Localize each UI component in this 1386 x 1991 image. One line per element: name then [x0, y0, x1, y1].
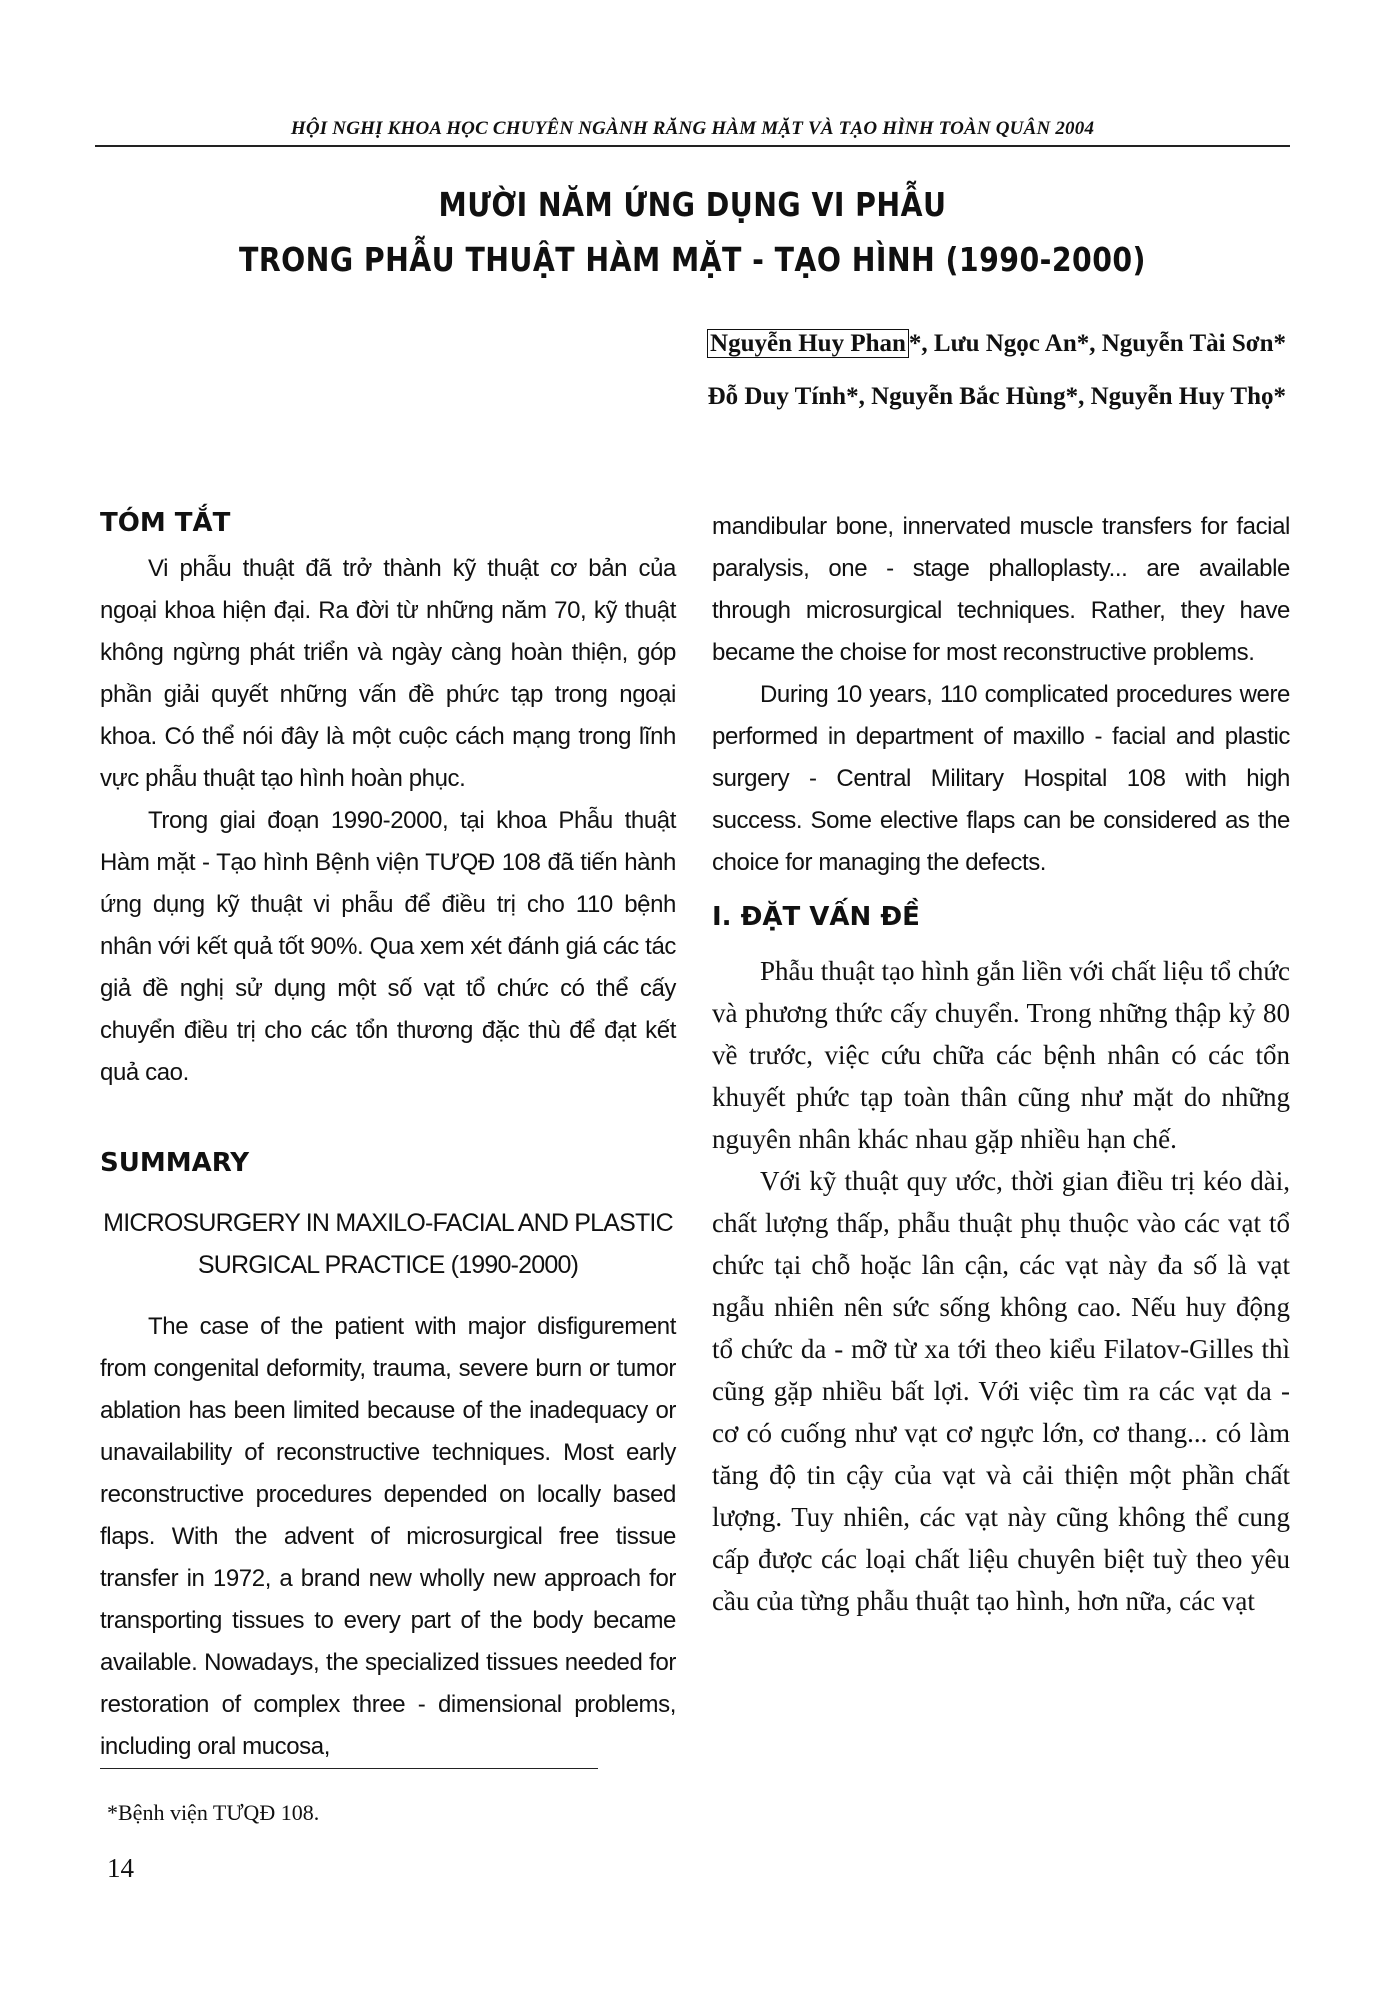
- boxed-author-name: Nguyễn Huy Phan: [707, 329, 909, 358]
- header-rule: [95, 145, 1290, 147]
- summary-paragraph-2: During 10 years, 110 complicated procedures were performed in department of maxillo - facial and plastic surgery - Central Military Hospital 108 with high success. Some elective flaps can be considered as the choice for managing the defects.: [712, 681, 1290, 876]
- page-number: 14: [107, 1853, 134, 1883]
- summary-heading: SUMMARY: [100, 1148, 250, 1178]
- authors-line-2: Đỗ Duy Tính*, Nguyễn Bắc Hùng*, Nguyễn Huy Thọ*: [707, 383, 1286, 410]
- tomtat-heading: TÓM TẮT: [100, 508, 231, 538]
- tomtat-paragraph-2: Trong giai đoạn 1990-2000, tại khoa Phẫu thuật Hàm mặt - Tạo hình Bệnh viện TƯQĐ 108 đã tiến hành ứng dụng kỹ thuật vi phẫu để điều trị cho 110 bệnh nhân với kết quả tốt 90%. Qua xem xét đánh giá các tác giả đề nghị sử dụng một số vạt tổ chức có thể cấy chuyển điều trị cho các tổn thương đặc thù để đạt kết quả cao.: [100, 807, 676, 1086]
- summary-body-left: [100, 1306, 676, 1768]
- authors-line-1: [707, 330, 1286, 358]
- summary-body-right: [712, 506, 1290, 884]
- footnote-rule: [100, 1768, 598, 1769]
- article-title-line-1: MƯỜI NĂM ỨNG DỤNG VI PHẪU: [438, 185, 947, 224]
- tomtat-paragraph-1: Vi phẫu thuật đã trở thành kỹ thuật cơ bản của ngoại khoa hiện đại. Ra đời từ những năm 70, kỹ thuật không ngừng phát triển và ngày càng hoàn thiện, góp phần giải quyết những vấn đề phức tạp trong ngoại khoa. Có thể nói đây là một cuộc cách mạng trong lĩnh vực phẫu thuật tạo hình hoàn phục.: [100, 555, 676, 792]
- article-title-line-2: TRONG PHẪU THUẬT HÀM MẶT - TẠO HÌNH (1990-2000): [239, 240, 1146, 279]
- summary-paragraph-1-continued: mandibular bone, innervated muscle transfers for facial paralysis, one - stage phalloplasty... are available through microsurgical techniques. Rather, they have became the choise for most reconstructive problems.: [712, 513, 1290, 666]
- section-1-heading: I. ĐẶT VẤN ĐỀ: [712, 902, 920, 932]
- section-1-body: [712, 950, 1290, 1622]
- authors-line-1-rest: *, Lưu Ngọc An*, Nguyễn Tài Sơn*: [908, 330, 1286, 357]
- section-1-paragraph-1: Phẫu thuật tạo hình gắn liền với chất liệu tổ chức và phương thức cấy chuyển. Trong những thập kỷ 80 về trước, việc cứu chữa các bệnh nhân có các tổn khuyết phức tạp toàn thân cũng như mặt do những nguyên nhân khác nhau gặp nhiều hạn chế.: [712, 956, 1290, 1154]
- summary-title-line-2: SURGICAL PRACTICE (1990-2000): [197, 1251, 579, 1279]
- summary-title-line-1: MICROSURGERY IN MAXILO-FACIAL AND PLASTIC: [103, 1209, 673, 1237]
- tomtat-body: [100, 548, 676, 1094]
- footnote: *Bệnh viện TƯQĐ 108.: [107, 1800, 320, 1825]
- summary-paragraph-1: The case of the patient with major disfigurement from congenital deformity, trauma, severe burn or tumor ablation has been limited because of the inadequacy or unavailability of reconstructive techniques. Most early reconstructive procedures depended on locally based flaps. With the advent of microsurgical free tissue transfer in 1972, a brand new wholly new approach for transporting tissues to every part of the body became available. Nowadays, the specialized tissues needed for restoration of complex three - dimensional problems, including oral mucosa,: [100, 1313, 676, 1760]
- running-header: HỘI NGHỊ KHOA HỌC CHUYÊN NGÀNH RĂNG HÀM MẶT VÀ TẠO HÌNH TOÀN QUÂN 2004: [290, 118, 1095, 139]
- section-1-paragraph-2: Với kỹ thuật quy ước, thời gian điều trị kéo dài, chất lượng thấp, phẫu thuật phụ thuộc vào các vạt tổ chức tại chỗ hoặc lân cận, các vạt này đa số là vạt ngẫu nhiên nên sức sống không cao. Nếu huy động tổ chức da - mỡ từ xa tới theo kiểu Filatov-Gilles thì cũng gặp nhiều bất lợi. Với việc tìm ra các vạt da - cơ có cuống như vạt cơ ngực lớn, cơ thang... có làm tăng độ tin cậy của vạt và cải thiện một phần chất lượng. Tuy nhiên, các vạt này cũng không thể cung cấp được các loại chất liệu chuyên biệt tuỳ theo yêu cầu của từng phẫu thuật tạo hình, hơn nữa, các vạt: [712, 1166, 1290, 1616]
